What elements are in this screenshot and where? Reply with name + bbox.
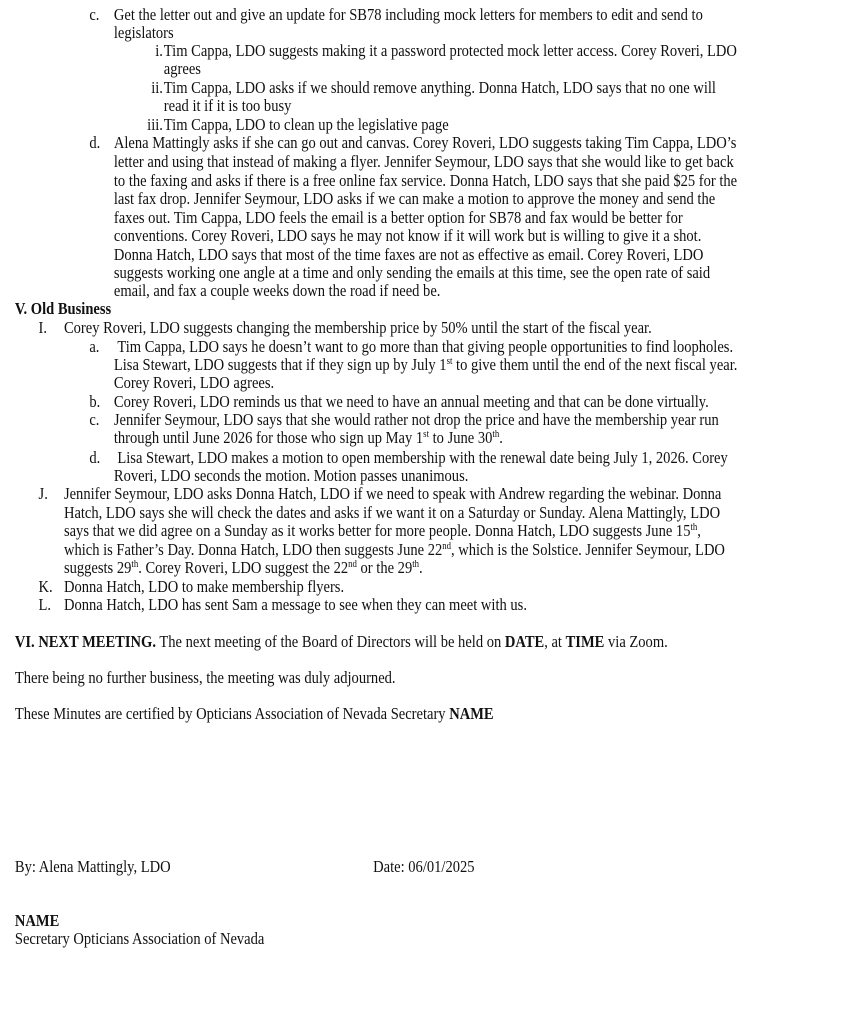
item-J-line-3-text-end: , (697, 521, 701, 540)
superscript: th (492, 429, 500, 440)
item-d-line-2: letter and using that instead of making a flyer. Jennifer Seymour, LDO says that she would like to get back (113, 152, 734, 171)
subitem-ii-line-2: read it if it is too busy (163, 96, 292, 115)
certification-name: NAME (449, 704, 494, 723)
item-d-line-9: email, and fax a couple weeks down the road if need be. (113, 281, 441, 300)
item-I-c-label: c. (89, 410, 100, 429)
item-J-line-5-text-b: . Corey Roveri, LDO suggest the 22 (138, 558, 349, 577)
item-c-line-1: Get the letter out and give an update for SB78 including mock letters for members to edit and send to (113, 5, 703, 24)
item-I-b-label: b. (89, 392, 101, 411)
signature-title: Secretary Opticians Association of Nevada (14, 929, 265, 948)
next-meeting-heading: VI. NEXT MEETING. (14, 632, 156, 651)
superscript: st (446, 356, 453, 367)
signature-name: NAME (14, 911, 60, 930)
next-meeting-text-1: The next meeting of the Board of Directors will be held on (155, 632, 505, 651)
item-J-line-4 (64, 541, 725, 559)
superscript: st (423, 429, 430, 440)
item-J-line-3 (64, 522, 701, 540)
item-d-label: d. (89, 133, 101, 152)
item-d-line-3: to the faxing and asks if there is a free online fax service. Donna Hatch, LDO says that she paid $25 for the (113, 171, 738, 190)
item-I-c-line-2-text-end: . (499, 428, 503, 447)
item-J-line-5-text-d: . (419, 558, 423, 577)
adjourned-statement: There being no further business, the meeting was duly adjourned. (14, 668, 396, 687)
item-I-d-label: d. (89, 448, 101, 467)
item-I-text: Corey Roveri, LDO suggests changing the membership price by 50% until the start of the fiscal year. (63, 318, 652, 337)
item-I-c-line-2-text: through until June 2026 for those who sign up May 1 (113, 428, 424, 447)
item-J-line-5-text-a: suggests 29 (63, 558, 132, 577)
item-I-d-line-1: Lisa Stewart, LDO makes a motion to open membership with the renewal date being July 1, 2026. Corey (117, 448, 728, 467)
old-business-heading: V. Old Business (14, 299, 112, 318)
item-d-line-1: Alena Mattingly asks if she can go out and canvas. Corey Roveri, LDO suggests taking Tim Cappa, LDO’s (113, 133, 737, 152)
next-meeting-text-3: via Zoom. (604, 632, 668, 651)
superscript: nd (348, 559, 357, 570)
item-d-line-8: suggests working one angle at a time and only sending the emails at this time, see the open rate of said (113, 263, 711, 282)
subitem-ii-label: ii. (151, 78, 163, 97)
item-c-label: c. (89, 5, 100, 24)
superscript: th (412, 559, 420, 570)
item-I-c-line-1: Jennifer Seymour, LDO says that she would rather not drop the price and have the membership year run (113, 410, 719, 429)
certification-statement (15, 705, 494, 723)
item-d-line-4: last fax drop. Jennifer Seymour, LDO asks if we can make a motion to approve the money and send the (113, 189, 716, 208)
item-d-line-5: faxes out. Tim Cappa, LDO feels the email is a better option for SB78 and fax would be better for (113, 208, 683, 227)
item-J-line-1: Jennifer Seymour, LDO asks Donna Hatch, LDO if we need to speak with Andrew regarding the webinar. Donna (63, 484, 722, 503)
item-J-line-5-text-c: or the 29 (356, 558, 413, 577)
next-meeting-time: TIME (565, 632, 605, 651)
item-K-text: Donna Hatch, LDO to make membership flyers. (63, 577, 345, 596)
signature-date: Date: 06/01/2025 (373, 857, 475, 876)
subitem-i-line-2: agrees (163, 59, 201, 78)
item-I-b-text: Corey Roveri, LDO reminds us that we need to have an annual meeting and that can be done virtually. (113, 392, 709, 411)
subitem-i-label: i. (155, 41, 163, 60)
next-meeting-text-2: , at (544, 632, 566, 651)
item-I-a-label: a. (89, 337, 100, 356)
subitem-i-line-1: Tim Cappa, LDO suggests making it a password protected mock letter access. Corey Roveri, LDO (163, 41, 737, 60)
item-J-line-5 (64, 559, 423, 577)
signed-by: By: Alena Mattingly, LDO (14, 857, 171, 876)
item-I-a-line-2-text-end: to give them until the end of the next fiscal year. (452, 355, 738, 374)
subitem-iii-label: iii. (147, 115, 163, 134)
superscript: th (131, 559, 139, 570)
item-I-label: I. (38, 318, 48, 337)
item-K-label: K. (38, 577, 53, 596)
next-meeting-date: DATE (504, 632, 545, 651)
item-J-label: J. (38, 484, 48, 503)
item-J-line-4-text-end: , which is the Solstice. Jennifer Seymour, LDO (450, 540, 725, 559)
item-c-line-2: legislators (113, 23, 174, 42)
item-J-line-4-text: which is Father’s Day. Donna Hatch, LDO then suggests June 22 (63, 540, 443, 559)
subitem-iii-line-1: Tim Cappa, LDO to clean up the legislative page (163, 115, 449, 134)
superscript: th (690, 522, 698, 533)
item-I-a-line-3: Corey Roveri, LDO agrees. (113, 373, 275, 392)
item-I-c-line-2-text-mid: to June 30 (429, 428, 493, 447)
item-L-text: Donna Hatch, LDO has sent Sam a message to see when they can meet with us. (63, 595, 527, 614)
item-I-d-line-2: Roveri, LDO seconds the motion. Motion passes unanimous. (113, 466, 469, 485)
item-L-label: L. (38, 595, 52, 614)
item-J-line-2: Hatch, LDO says she will check the dates and asks if we want it on a Saturday or Sunday. Alena Mattingly, LDO (63, 503, 721, 522)
item-J-line-3-text: says that we did agree on a Sunday as it works better for more people. Donna Hatch, LDO suggests June 15 (63, 521, 691, 540)
certification-text: These Minutes are certified by Opticians Association of Nevada Secretary (14, 704, 450, 723)
superscript: nd (442, 541, 451, 552)
item-I-a-line-2-text: Lisa Stewart, LDO suggests that if they sign up by July 1 (113, 355, 447, 374)
item-I-a-line-1: Tim Cappa, LDO says he doesn’t want to go more than that giving people opportunities to find loopholes. (117, 337, 734, 356)
item-d-line-6: conventions. Corey Roveri, LDO says he may not know if it will work but is willing to give it a shot. (113, 226, 702, 245)
next-meeting-paragraph (15, 633, 668, 651)
item-d-line-7: Donna Hatch, LDO says that most of the time faxes are not as effective as email. Corey Roveri, LDO (113, 245, 704, 264)
subitem-ii-line-1: Tim Cappa, LDO asks if we should remove anything. Donna Hatch, LDO says that no one will (163, 78, 716, 97)
item-I-a-line-2 (114, 356, 738, 374)
item-I-c-line-2 (114, 429, 503, 447)
